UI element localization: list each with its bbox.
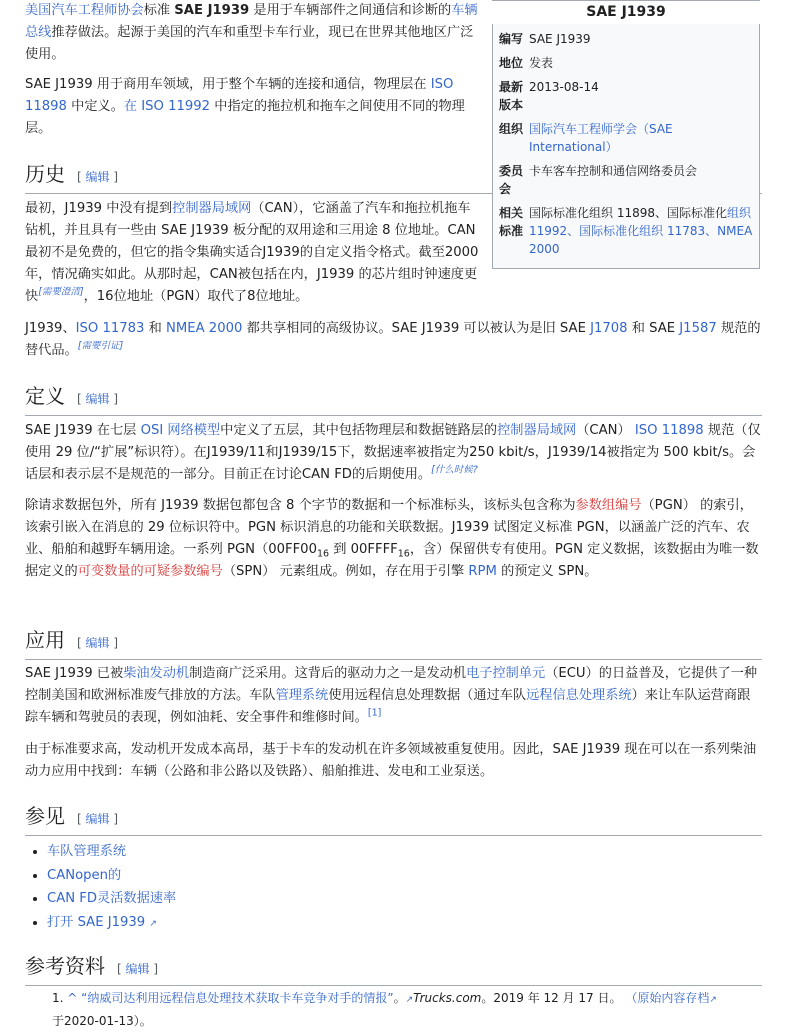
j1708-link[interactable]: J1708	[590, 321, 628, 336]
diesel-engine-link[interactable]: 柴油发动机	[123, 666, 190, 681]
edit-definition-link[interactable]: 编辑	[85, 392, 110, 406]
infobox-row: 组织 国际汽车工程师学会（SAE International）	[499, 122, 673, 154]
definition-paragraph-1: SAE J1939 在七层 OSI 网络模型中定义了五层，其中包括物理层和数据链路层的控制器局域网（CAN） ISO 11898 规范（仅使用 29 位/“扩展”标识符）。在J1939/11和J1939/15下，数据速率被指定为250 kbit/s，J1939/14被指定为 500 kbit/s。会话层和表示层不是规范的一部分。目前正在讨论CAN FD的后期使用。$^{[什么时候?}$	[25, 423, 761, 482]
reference-1-link[interactable]: [1]	[367, 707, 382, 719]
backlink-caret[interactable]: ^	[67, 991, 78, 1005]
infobox-row: 委员会 卡车客车控制和通信网络委员会	[499, 164, 698, 196]
infobox-related-standards-link[interactable]: 组织 11992、国际标准化组织 11783、NMEA 2000	[529, 206, 753, 256]
edit-application-link[interactable]: 编辑	[85, 636, 110, 650]
citation-needed-note[interactable]: [需要引证]	[77, 340, 124, 352]
spn-link[interactable]: 可变数量的可疑参数编号	[77, 564, 223, 579]
list-item	[47, 864, 176, 888]
intro-paragraph-1: 美国汽车工程师协会标准 SAE J1939 是用于车辆部件之间通信和诊断的车辆总线推荐做法。起源于美国的汽车和重型卡车行业，现已在世界其他地区广泛使用。	[25, 3, 478, 62]
see-also-canfd-link[interactable]: CAN FD灵活数据速率	[47, 891, 177, 906]
ecu-link[interactable]: 电子控制单元	[466, 666, 546, 681]
definition-paragraph-2: 除请求数据包外，所有 J1939 数据包都包含 8 个字节的数据和一个标准标头，该标头包含称为参数组编号（PGN） 的索引，该索引嵌入在消息的 29 位标识符中。PGN 标识消息的功能和关联数据。J1939 试图定义标准 PGN，以涵盖广泛的汽车、农业、船舶和越野车辆用途。一系列 $PGN(00FF00_{16}$ 到 $00FFFF_{16}$，含）保留供专有使用。PGN 定义数据，该数据由为唯一数据定义的可变数量的可疑参数编号（SPN） 元素组成。例如，存在用于引擎 RPM 的预定义 SPN。	[25, 498, 759, 579]
external-link-icon: ↗	[149, 918, 157, 929]
infobox-row: 相关标准 国际标准化组织 11898、国际标准化组织 11992、国际标准化组织 11783、NMEA 2000	[499, 206, 753, 256]
infobox-sae-link[interactable]: 国际汽车工程师学会（SAE International）	[529, 122, 673, 154]
list-item	[47, 911, 176, 937]
application-paragraph-2: 由于标准要求高，发动机开发成本高昂，基于卡车的发动机在许多领域被重复使用。因此，SAE J1939 现在可以在一系列柴油动力应用中找到：车辆（公路和非公路以及铁路）、船舶推进、发电和工业泵送。	[25, 742, 757, 779]
history-heading: 历史 [ 编辑 ]	[25, 160, 762, 194]
references-heading: 参考资料 [ 编辑 ]	[25, 952, 762, 986]
iso-11992-link[interactable]: 在 ISO 11992	[123, 99, 211, 114]
reference-item: 1. ^ “纳威司达利用远程信息处理技术获取卡车竞争对手的情报”。↗Trucks.com。2019 年 12 月 17 日。 （原始内容存档↗ 于2020-01-13）。	[52, 991, 717, 1028]
iso-11783-link[interactable]: ISO 11783	[75, 321, 145, 336]
infobox-title: SAE J1939	[492, 1, 760, 24]
application-paragraph-1: SAE J1939 已被柴油发动机制造商广泛采用。这背后的驱动力之一是发动机电子控制单元（ECU）的日益普及，它提供了一种控制美国和欧洲标准废气排放的方法。车队管理系统使用远程信息处理数据（通过车队远程信息处理系统）来让车队运营商跟踪车辆和驾驶员的表现，例如油耗、安全事件和维修时间。[1]	[25, 666, 758, 725]
infobox	[492, 0, 760, 269]
telematics-link[interactable]: 远程信息处理系统	[526, 688, 632, 703]
history-paragraph-2: J1939、ISO 11783 和 NMEA 2000 都共享相同的高级协议。SAE J1939 可以被认为是旧 SAE J1708 和 SAE J1587 规范的替代品。[需要引证]	[25, 321, 761, 358]
edit-history-link[interactable]: 编辑	[85, 170, 110, 184]
fleet-management-link[interactable]: 管理系统	[275, 688, 329, 703]
see-also-list	[25, 840, 176, 936]
j1587-link[interactable]: J1587	[679, 321, 717, 336]
rpm-link[interactable]: RPM	[468, 564, 497, 579]
pgn-link[interactable]: 参数组编号	[575, 498, 642, 513]
see-also-open-j1939-link[interactable]: 打开 SAE J1939	[47, 914, 146, 930]
see-also-heading: 参见 [ 编辑 ]	[25, 802, 762, 836]
iso-11898-link-2[interactable]: ISO 11898	[634, 423, 704, 438]
application-heading: 应用 [ 编辑 ]	[25, 626, 762, 660]
sae-link[interactable]: 美国汽车工程师协会	[25, 3, 144, 18]
infobox-row: 地位 发表	[499, 56, 554, 70]
see-also-canopen-link[interactable]: CANopen的	[47, 867, 122, 883]
iso-11898-link[interactable]: ISO 11898	[25, 77, 454, 114]
can-link-2[interactable]: 控制器局域网	[497, 423, 577, 438]
edit-references-link[interactable]: 编辑	[125, 962, 150, 976]
external-link-icon: ↗	[709, 995, 717, 1005]
osi-model-link[interactable]: OSI 网络模型	[140, 423, 221, 438]
external-link-icon: ↗	[405, 995, 414, 1005]
archive-link[interactable]: （原始内容存档	[625, 991, 710, 1005]
infobox-row: 最新版本 2013-08-14	[499, 80, 599, 112]
when-note[interactable]: [什么时候?	[431, 464, 478, 476]
can-link[interactable]: 控制器局域网	[172, 201, 252, 216]
edit-see-also-link[interactable]: 编辑	[85, 812, 110, 826]
list-item	[47, 840, 176, 864]
infobox-row: 编写 SAE J1939	[499, 32, 591, 46]
history-paragraph-1: 最初，J1939 中没有提到控制器局域网（CAN），它涵盖了汽车和拖拉机拖车钻机，并且具有一些由 SAE J1939 板分配的双用途和三用途 8 位地址。CAN最初不是免费的，但它的指令集确实适合J1939的自定义指令格式。截至2000年，情况确实如此。从那时起，CAN被包括在内，J1939 的芯片组时钟速度更快[需要澄清]，16位地址（PGN）取代了8位地址。	[25, 201, 479, 304]
list-item	[47, 887, 176, 911]
reference-title-link[interactable]: “纳威司达利用远程信息处理技术获取卡车竞争对手的情报”	[81, 991, 394, 1005]
clarify-note[interactable]: [需要澄清]	[38, 286, 84, 298]
vehicle-bus-link[interactable]: 车辆总线	[25, 3, 478, 40]
see-also-fleet-link[interactable]: 车队管理系统	[47, 844, 127, 859]
nmea-2000-link[interactable]: NMEA 2000	[166, 321, 243, 336]
definition-heading: 定义 [ 编辑 ]	[25, 382, 762, 416]
intro-paragraph-2: SAE J1939 用于商用车领域，用于整个车辆的连接和通信，物理层在 ISO 11898 中定义。在 ISO 11992 中指定的拖拉机和拖车之间使用不同的物理层。	[25, 77, 465, 136]
